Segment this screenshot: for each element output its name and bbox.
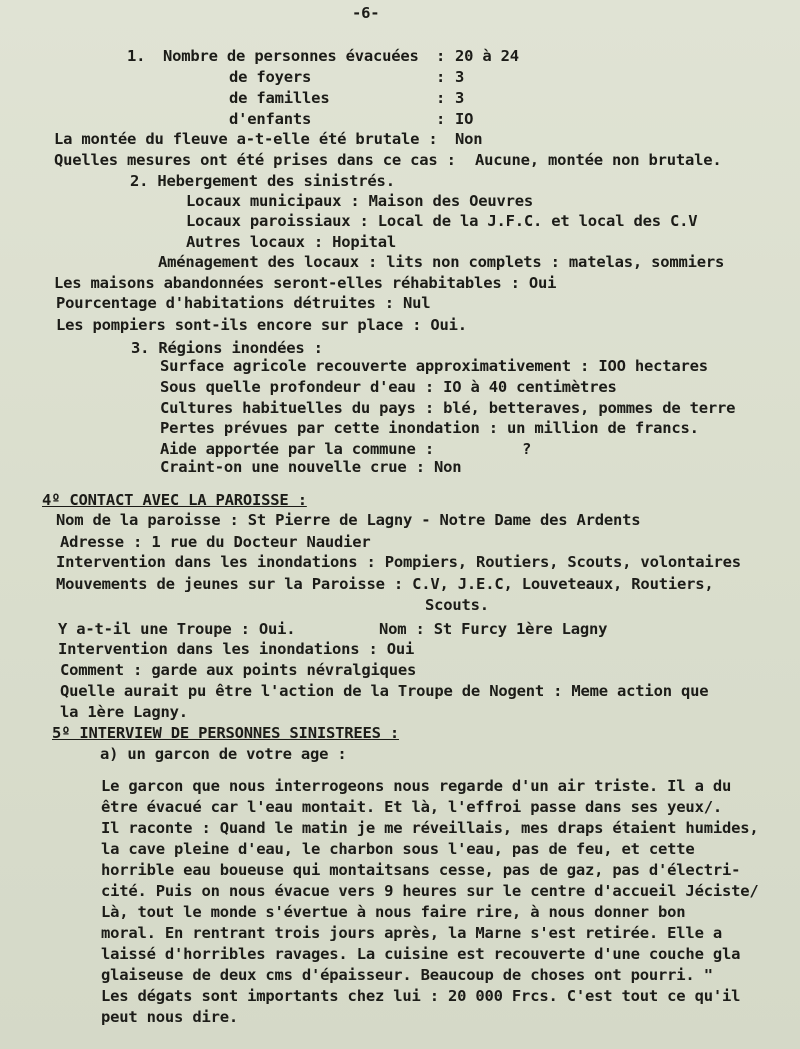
surface-agricole: Surface agricole recouverte approximativement : IOO hectares — [160, 357, 708, 375]
persons-value: 20 à 24 — [455, 47, 519, 65]
interview-line: laissé d'horribles ravages. La cuisine est recouverte d'une couche gla — [101, 945, 741, 963]
section2-title: 2. Hebergement des sinistrés. — [130, 172, 395, 190]
interview-line: Là, tout le monde s'évertue à nous faire rire, à nous donner bon — [101, 903, 686, 921]
mesures-answer: Aucune, montée non brutale. — [475, 151, 722, 169]
mesures-question: Quelles mesures ont été prises dans ce cas : — [54, 151, 456, 169]
interview-line: Il raconte : Quand le matin je me réveillais, mes draps étaient humides, — [101, 819, 759, 837]
aide-commune: Aide apportée par la commune : — [160, 440, 434, 458]
mouvements-cont: Scouts. — [425, 596, 489, 614]
pertes: Pertes prévues par cette inondation : un million de francs. — [160, 419, 699, 437]
interview-line: glaiseuse de deux cms d'épaisseur. Beaucoup de choses ont pourri. " — [101, 966, 713, 984]
section3-title: 3. Régions inondées : — [131, 339, 323, 357]
profondeur-eau: Sous quelle profondeur d'eau : IO à 40 centimètres — [160, 378, 617, 396]
autres-locaux: Autres locaux : Hopital — [186, 233, 397, 251]
colon: : — [436, 68, 446, 86]
interview-line: moral. En rentrant trois jours après, la Marne s'est retirée. Elle a — [101, 924, 722, 942]
section1-number: 1. — [127, 47, 146, 65]
interview-line: horrible eau boueuse qui montaitsans cesse, pas de gaz, pas d'électri- — [101, 861, 741, 879]
interview-line: être évacué car l'eau montait. Et là, l'effroi passe dans ses yeux/. — [101, 798, 722, 816]
interview-line: la cave pleine d'eau, le charbon sous l'eau, pas de feu, et cette — [101, 840, 695, 858]
page-number: -6- — [352, 4, 380, 22]
locaux-municipaux: Locaux municipaux : Maison des Oeuvres — [186, 192, 534, 210]
enfants-label: d'enfants — [229, 110, 312, 128]
adresse: Adresse : 1 rue du Docteur Naudier — [60, 533, 371, 551]
enfants-value: IO — [455, 110, 474, 128]
mouvements-jeunes: Mouvements de jeunes sur la Paroisse : C.V, J.E.C, Louveteaux, Routiers, — [56, 575, 714, 593]
foyers-label: de foyers — [229, 68, 312, 86]
action-troupe: Quelle aurait pu être l'action de la Troupe de Nogent : Meme action que — [60, 682, 709, 700]
foyers-value: 3 — [455, 68, 465, 86]
intervention-oui: Intervention dans les inondations : Oui — [58, 640, 415, 658]
pompiers-sur-place: Les pompiers sont-ils encore sur place : Oui. — [56, 316, 467, 334]
aide-value: ? — [522, 440, 532, 458]
interview-line: cité. Puis on nous évacue vers 9 heures sur le centre d'accueil Jéciste/ — [101, 882, 759, 900]
familles-label: de familles — [229, 89, 330, 107]
familles-value: 3 — [455, 89, 465, 107]
locaux-paroissiaux: Locaux paroissiaux : Local de la J.F.C. et local des C.V — [186, 212, 698, 230]
interview-line: Le garcon que nous interrogeons nous regarde d'un air triste. Il a du — [101, 777, 732, 795]
intervention-inondations: Intervention dans les inondations : Pompiers, Routiers, Scouts, volontaires — [56, 553, 741, 571]
section4-title: 4º CONTACT AVEC LA PAROISSE : — [42, 491, 307, 509]
cultures: Cultures habituelles du pays : blé, betteraves, pommes de terre — [160, 399, 736, 417]
amenagement: Aménagement des locaux : lits non complets : matelas, sommiers — [158, 253, 725, 271]
comment: Comment : garde aux points névralgiques — [60, 661, 417, 679]
troupe-nom: Nom : St Furcy 1ère Lagny — [379, 620, 608, 638]
montee-question: La montée du fleuve a-t-elle été brutale : — [54, 130, 438, 148]
action-troupe-cont: la 1ère Lagny. — [60, 703, 188, 721]
nom-paroisse: Nom de la paroisse : St Pierre de Lagny - Notre Dame des Ardents — [56, 511, 641, 529]
section5-sub: a) un garcon de votre age : — [100, 745, 347, 763]
troupe: Y a-t-il une Troupe : Oui. — [58, 620, 296, 638]
section5-title: 5º INTERVIEW DE PERSONNES SINISTREES : — [52, 724, 400, 742]
interview-line: peut nous dire. — [101, 1008, 238, 1026]
persons-label: Nombre de personnes évacuées — [163, 47, 419, 65]
montee-answer: Non — [455, 130, 483, 148]
maisons-rehabitables: Les maisons abandonnées seront-elles réhabitables : Oui — [54, 274, 557, 292]
colon: : — [436, 89, 446, 107]
colon: : — [436, 110, 446, 128]
interview-line: Les dégats sont importants chez lui : 20 000 Frcs. C'est tout ce qu'il — [101, 987, 741, 1005]
colon: : — [436, 47, 446, 65]
pourcentage-detruites: Pourcentage d'habitations détruites : Nul — [56, 294, 431, 312]
nouvelle-crue: Craint-on une nouvelle crue : Non — [160, 458, 462, 476]
